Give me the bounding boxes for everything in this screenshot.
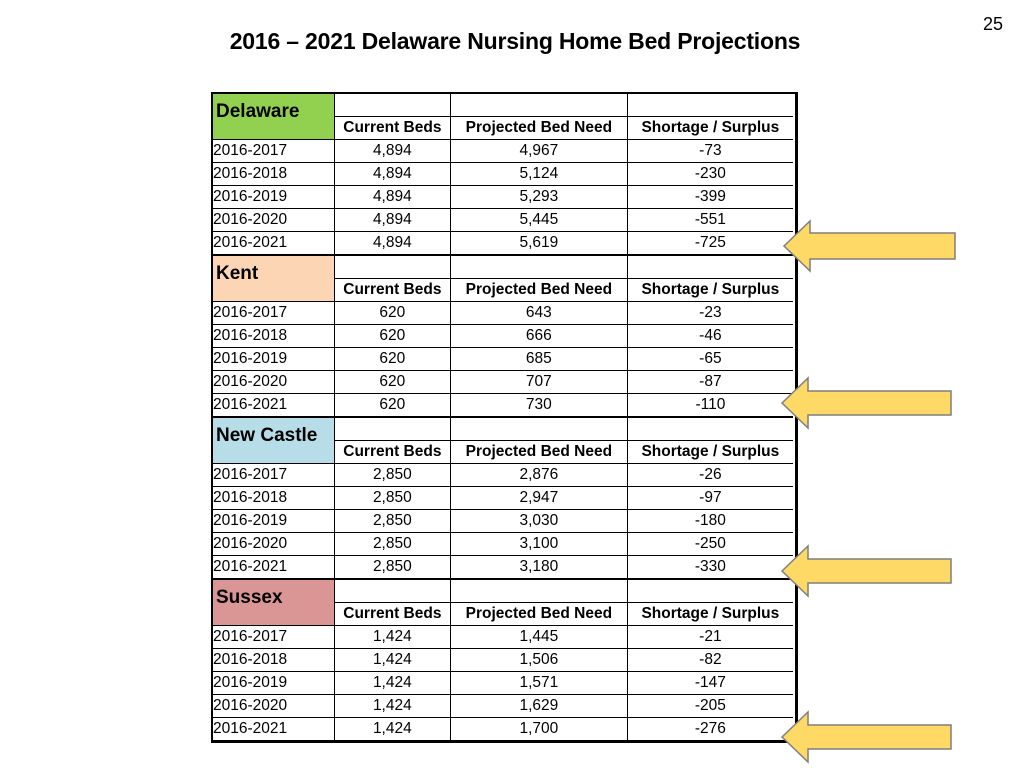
period-cell: 2016-2020	[213, 695, 334, 718]
table-row	[213, 348, 793, 371]
arrow-left-icon	[782, 219, 960, 273]
table-row	[213, 649, 793, 672]
region-label-delaware: Delaware	[213, 94, 334, 140]
column-header-current-beds: Current Beds	[334, 441, 450, 464]
current-beds-cell: 2,850	[334, 487, 450, 510]
table-row	[213, 371, 793, 394]
current-beds-cell: 1,424	[334, 718, 450, 741]
current-beds-cell: 620	[334, 394, 450, 417]
arrow-left-icon	[780, 376, 956, 430]
current-beds-cell: 4,894	[334, 140, 450, 163]
projected-need-cell: 1,571	[450, 672, 627, 695]
table-row	[213, 209, 793, 232]
region-label-new-castle: New Castle	[213, 417, 334, 464]
period-cell: 2016-2021	[213, 232, 334, 255]
page-title: 2016 – 2021 Delaware Nursing Home Bed Projections	[229, 28, 801, 54]
projected-need-cell: 666	[450, 325, 627, 348]
current-beds-cell: 2,850	[334, 556, 450, 579]
column-header-shortage: Shortage / Surplus	[627, 117, 793, 140]
table-row	[213, 325, 793, 348]
shortage-cell: -551	[627, 209, 793, 232]
current-beds-cell: 1,424	[334, 695, 450, 718]
region-table-sussex	[213, 578, 793, 740]
period-cell: 2016-2017	[213, 140, 334, 163]
column-header-shortage: Shortage / Surplus	[627, 603, 793, 626]
arrow-left-icon	[780, 710, 956, 764]
column-header-current-beds: Current Beds	[334, 117, 450, 140]
region-table-kent	[213, 254, 793, 416]
current-beds-cell: 620	[334, 325, 450, 348]
shortage-cell: -110	[627, 394, 793, 417]
period-cell: 2016-2019	[213, 510, 334, 533]
table-row	[213, 140, 793, 163]
current-beds-cell: 2,850	[334, 510, 450, 533]
shortage-cell: -26	[627, 464, 793, 487]
projected-need-cell: 3,030	[450, 510, 627, 533]
shortage-cell: -46	[627, 325, 793, 348]
shortage-cell: -82	[627, 649, 793, 672]
table-row	[213, 302, 793, 325]
current-beds-cell: 1,424	[334, 649, 450, 672]
column-header-projected-need: Projected Bed Need	[450, 603, 627, 626]
period-cell: 2016-2017	[213, 626, 334, 649]
period-cell: 2016-2019	[213, 186, 334, 209]
shortage-cell: -65	[627, 348, 793, 371]
shortage-cell: -205	[627, 695, 793, 718]
page-number: 25	[982, 14, 1003, 34]
column-header-projected-need: Projected Bed Need	[450, 117, 627, 140]
projected-need-cell: 1,445	[450, 626, 627, 649]
shortage-cell: -230	[627, 163, 793, 186]
shortage-cell: -21	[627, 626, 793, 649]
period-cell: 2016-2020	[213, 533, 334, 556]
column-header-current-beds: Current Beds	[334, 603, 450, 626]
projected-need-cell: 1,700	[450, 718, 627, 741]
table-row	[213, 718, 793, 741]
shortage-cell: -73	[627, 140, 793, 163]
projected-need-cell: 643	[450, 302, 627, 325]
projected-need-cell: 707	[450, 371, 627, 394]
current-beds-cell: 2,850	[334, 464, 450, 487]
period-cell: 2016-2021	[213, 718, 334, 741]
table-row	[213, 186, 793, 209]
period-cell: 2016-2017	[213, 302, 334, 325]
current-beds-cell: 2,850	[334, 533, 450, 556]
current-beds-cell: 620	[334, 348, 450, 371]
current-beds-cell: 620	[334, 371, 450, 394]
table-row	[213, 394, 793, 417]
shortage-cell: -250	[627, 533, 793, 556]
table-row	[213, 510, 793, 533]
period-cell: 2016-2021	[213, 556, 334, 579]
table-row	[213, 695, 793, 718]
projected-need-cell: 3,180	[450, 556, 627, 579]
current-beds-cell: 1,424	[334, 626, 450, 649]
shortage-cell: -180	[627, 510, 793, 533]
shortage-cell: -97	[627, 487, 793, 510]
table-row	[213, 232, 793, 255]
current-beds-cell: 1,424	[334, 672, 450, 695]
column-header-projected-need: Projected Bed Need	[450, 441, 627, 464]
table-row	[213, 556, 793, 579]
table-row	[213, 626, 793, 649]
table-row	[213, 533, 793, 556]
projected-need-cell: 1,506	[450, 649, 627, 672]
projected-need-cell: 4,967	[450, 140, 627, 163]
table-row	[213, 163, 793, 186]
period-cell: 2016-2018	[213, 487, 334, 510]
shortage-cell: -276	[627, 718, 793, 741]
column-header-projected-need: Projected Bed Need	[450, 279, 627, 302]
current-beds-cell: 620	[334, 302, 450, 325]
projected-need-cell: 5,445	[450, 209, 627, 232]
projected-need-cell: 730	[450, 394, 627, 417]
period-cell: 2016-2017	[213, 464, 334, 487]
region-table-delaware	[213, 94, 793, 254]
current-beds-cell: 4,894	[334, 209, 450, 232]
period-cell: 2016-2020	[213, 209, 334, 232]
period-cell: 2016-2018	[213, 163, 334, 186]
shortage-cell: -87	[627, 371, 793, 394]
period-cell: 2016-2019	[213, 348, 334, 371]
region-table-new-castle	[213, 416, 793, 578]
projected-need-cell: 5,293	[450, 186, 627, 209]
shortage-cell: -399	[627, 186, 793, 209]
projected-need-cell: 1,629	[450, 695, 627, 718]
projected-need-cell: 2,876	[450, 464, 627, 487]
shortage-cell: -147	[627, 672, 793, 695]
period-cell: 2016-2021	[213, 394, 334, 417]
period-cell: 2016-2020	[213, 371, 334, 394]
table-row	[213, 464, 793, 487]
column-header-shortage: Shortage / Surplus	[627, 279, 793, 302]
period-cell: 2016-2018	[213, 649, 334, 672]
current-beds-cell: 4,894	[334, 186, 450, 209]
projected-need-cell: 2,947	[450, 487, 627, 510]
region-label-kent: Kent	[213, 255, 334, 302]
shortage-cell: -725	[627, 232, 793, 255]
projected-need-cell: 685	[450, 348, 627, 371]
table-row	[213, 672, 793, 695]
shortage-cell: -330	[627, 556, 793, 579]
current-beds-cell: 4,894	[334, 163, 450, 186]
period-cell: 2016-2019	[213, 672, 334, 695]
arrow-left-icon	[780, 544, 956, 598]
current-beds-cell: 4,894	[334, 232, 450, 255]
projected-need-cell: 5,124	[450, 163, 627, 186]
projected-need-cell: 5,619	[450, 232, 627, 255]
shortage-cell: -23	[627, 302, 793, 325]
projected-need-cell: 3,100	[450, 533, 627, 556]
region-label-sussex: Sussex	[213, 579, 334, 626]
table-row	[213, 487, 793, 510]
period-cell: 2016-2018	[213, 325, 334, 348]
column-header-current-beds: Current Beds	[334, 279, 450, 302]
column-header-shortage: Shortage / Surplus	[627, 441, 793, 464]
projections-tables	[211, 92, 798, 743]
